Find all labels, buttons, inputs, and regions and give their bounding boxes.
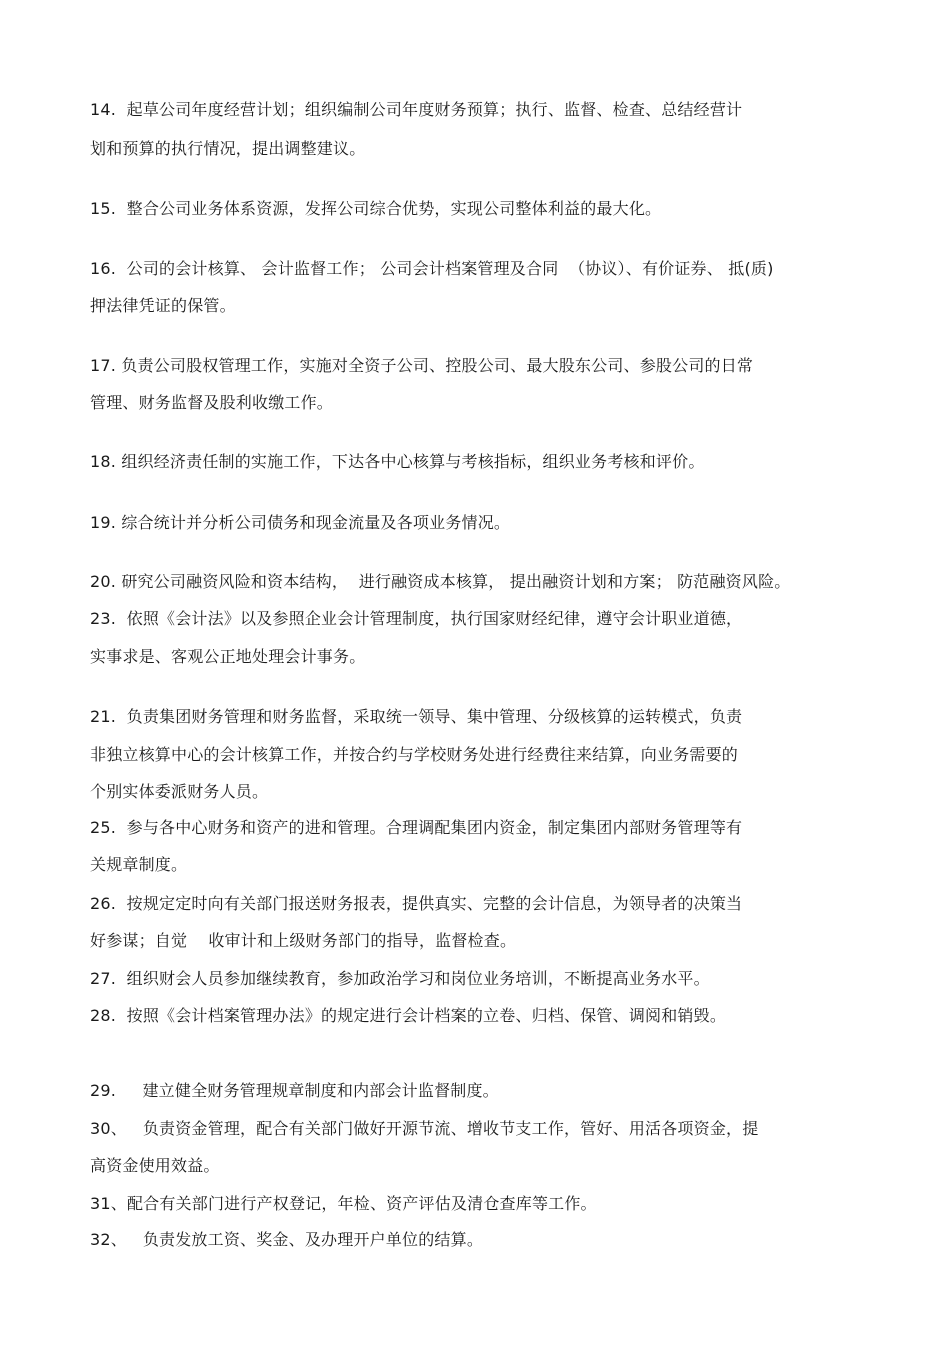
item-18-line-1: 18. 组织经济责任制的实施工作，下达各中心核算与考核指标，组织业务考核和评价。: [90, 452, 705, 471]
item-26-line-2: 好参谋；自觉 收审计和上级财务部门的指导，监督检查。: [90, 931, 517, 950]
item-16-line-2: 押法律凭证的保管。: [90, 296, 236, 315]
item-26-line-1: 26. 按规定定时向有关部门报送财务报表，提供真实、完整的会计信息，为领导者的决策当: [90, 894, 743, 913]
item-28-line-1: 28. 按照《会计档案管理办法》的规定进行会计档案的立卷、归档、保管、调阅和销毁。: [90, 1006, 727, 1025]
item-25-line-1: 25. 参与各中心财务和资产的进和管理。合理调配集团内资金，制定集团内部财务管理等有: [90, 818, 743, 837]
item-17-line-1: 17. 负责公司股权管理工作，实施对全资子公司、控股公司、最大股东公司、参股公司的日常: [90, 356, 754, 375]
item-15-line-1: 15. 整合公司业务体系资源，发挥公司综合优势，实现公司整体利益的最大化。: [90, 199, 662, 218]
item-29-line-1: 29. 建立健全财务管理规章制度和内部会计监督制度。: [90, 1081, 499, 1100]
item-30-line-2: 高资金使用效益。: [90, 1156, 220, 1175]
item-25-line-2: 关规章制度。: [90, 855, 188, 874]
item-23-line-2: 实事求是、客观公正地处理会计事务。: [90, 647, 366, 666]
item-23-line-1: 23. 依照《会计法》以及参照企业会计管理制度，执行国家财经纪律，遵守会计职业道德，: [90, 609, 743, 628]
item-19-line-1: 19. 综合统计并分析公司债务和现金流量及各项业务情况。: [90, 513, 511, 532]
item-32-line-1: 32、 负责发放工资、奖金、及办理开户单位的结算。: [90, 1230, 484, 1249]
item-20-line-1: 20. 研究公司融资风险和资本结构， 进行融资成本核算， 提出融资计划和方案； 防范融资风险。: [90, 572, 791, 591]
item-21-line-1: 21. 负责集团财务管理和财务监督，采取统一领导、集中管理、分级核算的运转模式，负责: [90, 707, 743, 726]
item-16-line-1: 16. 公司的会计核算、 会计监督工作； 公司会计档案管理及合同 （协议）、有价证券、 抵(质): [90, 259, 774, 278]
item-14-line-2: 划和预算的执行情况，提出调整建议。: [90, 139, 366, 158]
item-17-line-2: 管理、财务监督及股利收缴工作。: [90, 393, 334, 412]
item-21-line-2: 非独立核算中心的会计核算工作，并按合约与学校财务处进行经费往来结算，向业务需要的: [90, 745, 739, 764]
item-27-line-1: 27. 组织财会人员参加继续教育，参加政治学习和岗位业务培训，不断提高业务水平。: [90, 969, 710, 988]
item-21-line-3: 个别实体委派财务人员。: [90, 782, 269, 801]
item-31-line-1: 31、配合有关部门进行产权登记，年检、资产评估及清仓查库等工作。: [90, 1194, 597, 1213]
item-14-line-1: 14. 起草公司年度经营计划；组织编制公司年度财务预算；执行、监督、检查、总结经营计: [90, 100, 743, 119]
item-30-line-1: 30、 负责资金管理，配合有关部门做好开源节流、增收节支工作，管好、用活各项资金，提: [90, 1119, 759, 1138]
